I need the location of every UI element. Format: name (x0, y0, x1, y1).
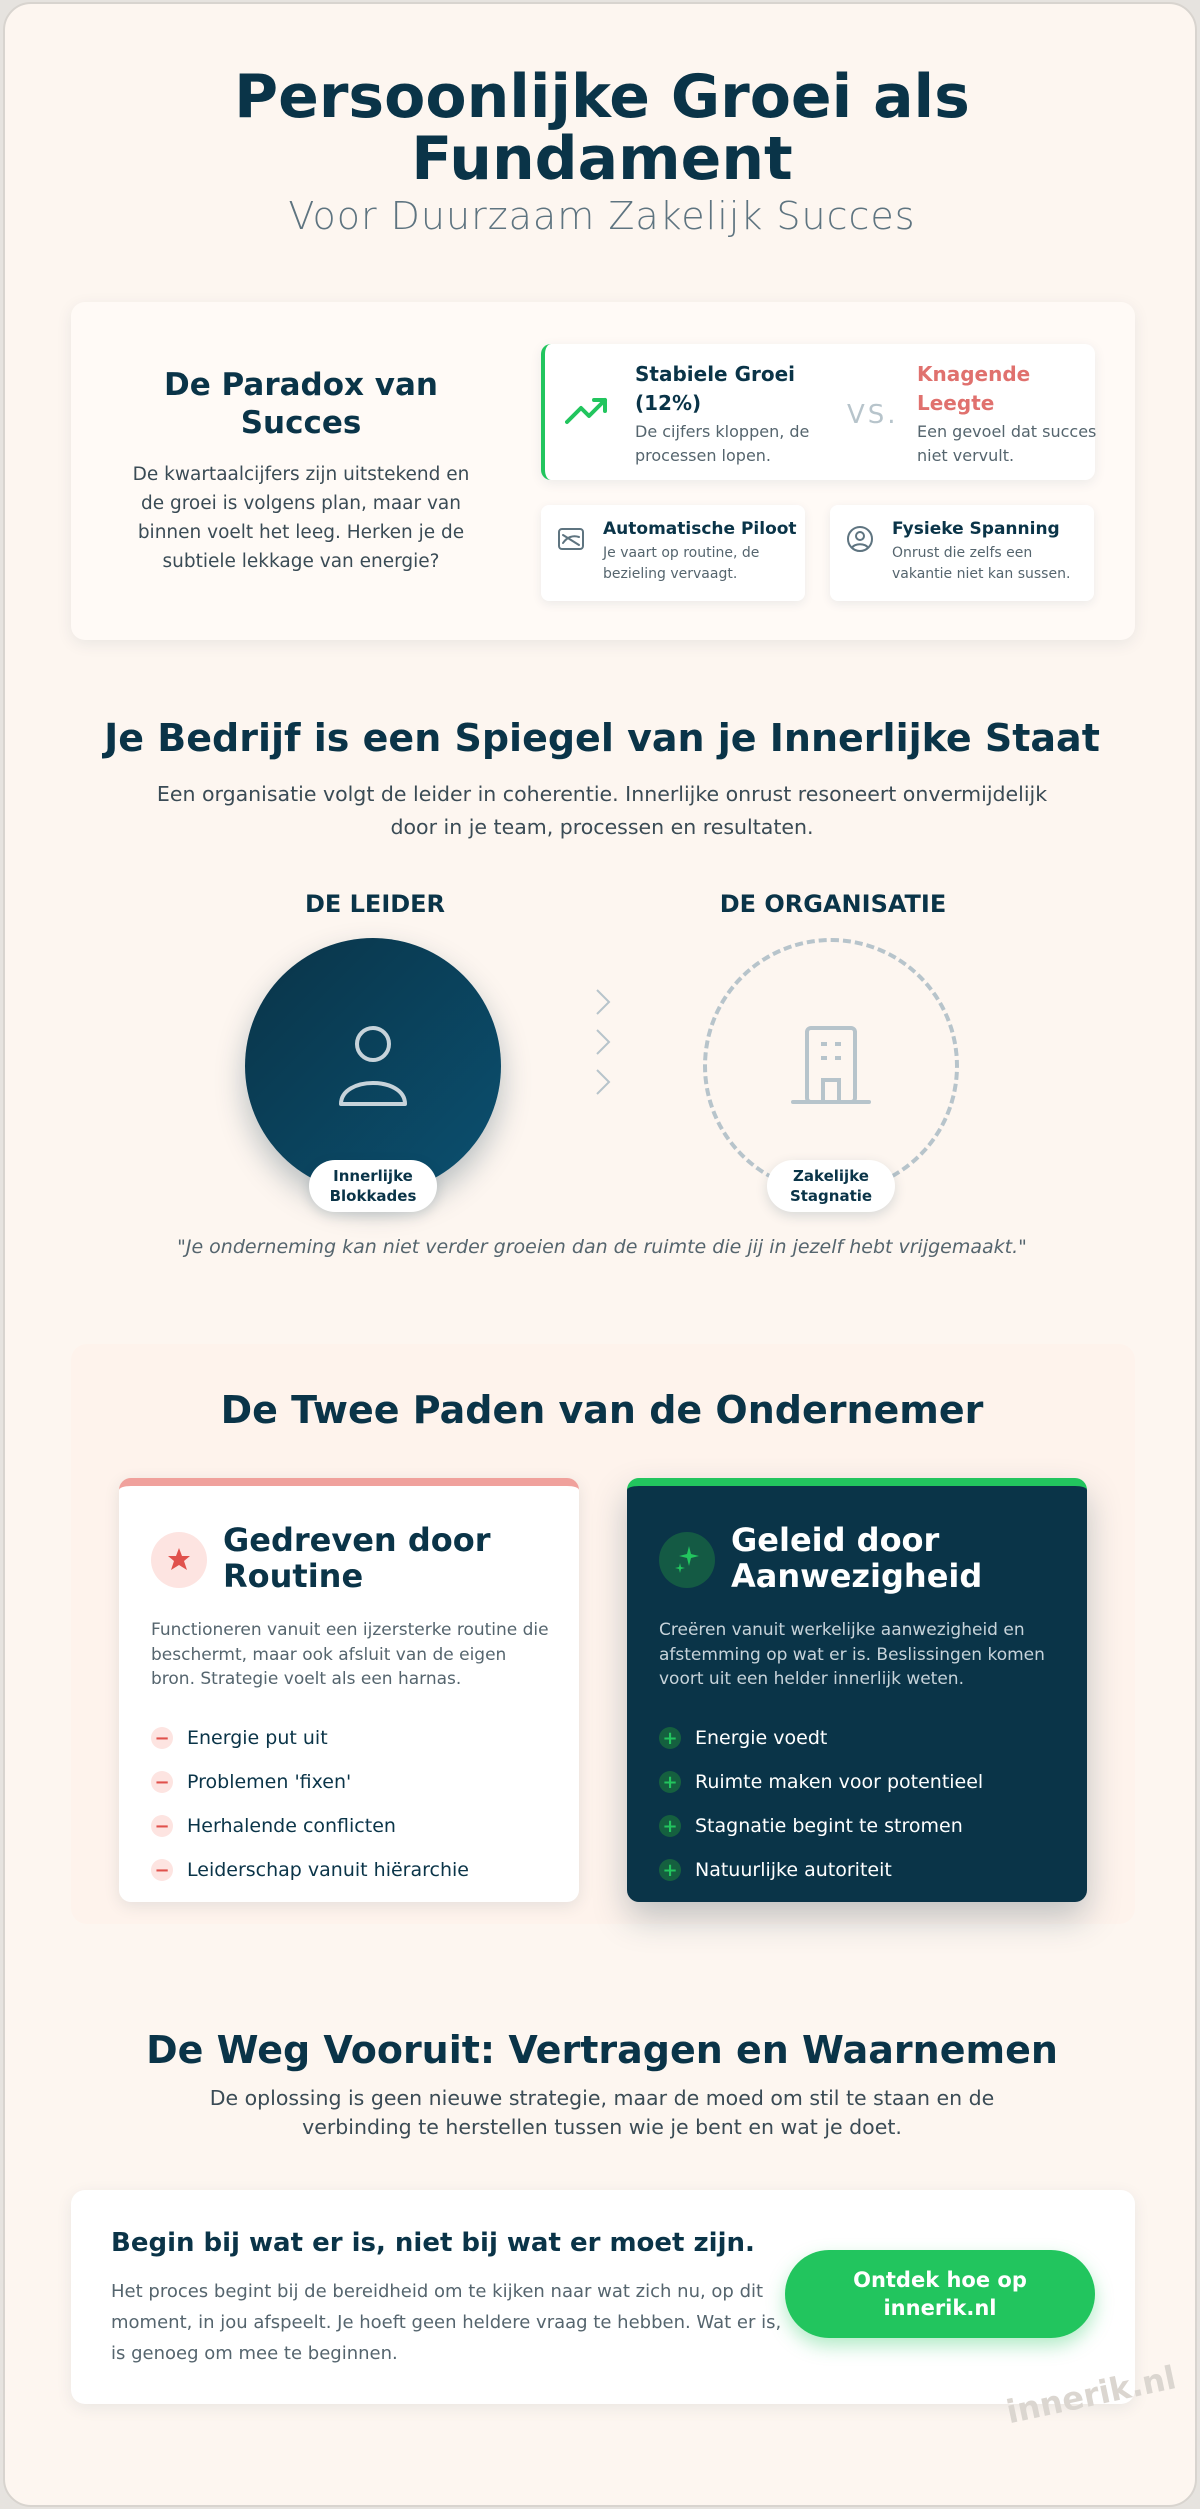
page-title: Persoonlijke Groei als Fundament (234, 62, 970, 194)
discover-button[interactable]: Ontdek hoe op innerik.nl (785, 2250, 1095, 2338)
way-forward-title: De Weg Vooruit: Vertragen en Waarnemen (146, 2028, 1058, 2072)
list-item: − Leiderschap vanuit hiërarchie (151, 1848, 551, 1892)
user-icon (335, 1022, 411, 1108)
mirror-text: Een organisatie volgt de leider in coherentie. Innerlijke onrust resoneert onvermijdelijk door in je team, processen en resultaten. (156, 782, 1048, 839)
inner-blockades-pill: Innerlijke Blokkades (309, 1160, 437, 1212)
gnawing-emptiness-text: Een gevoel dat succes niet vervult. (917, 422, 1097, 465)
presence-icon-badge (659, 1532, 715, 1588)
gnawing-emptiness-title: Knagende Leegte (917, 362, 1031, 415)
minus-icon: − (151, 1727, 173, 1749)
comparison-card (541, 344, 1095, 480)
presence-path-title: Geleid door Aanwezigheid (731, 1521, 983, 1595)
list-item: + Natuurlijke autoriteit (659, 1848, 1059, 1892)
list-item: − Energie put uit (151, 1716, 551, 1760)
leader-label: DE LEIDER (304, 890, 446, 918)
list-item: + Energie voedt (659, 1716, 1059, 1760)
plus-icon: + (659, 1859, 681, 1881)
stable-growth-text: De cijfers kloppen, de processen lopen. (635, 422, 810, 465)
routine-path-title: Gedreven door Routine (223, 1521, 491, 1595)
way-forward-text: De oplossing is geen nieuwe strategie, maar de moed om stil te staan en de verbinding te herstellen tussen wie je bent en wat je doet. (209, 2086, 995, 2139)
paradox-title: De Paradox van Succes (163, 367, 439, 441)
presence-path-list (659, 1716, 1059, 1892)
autopilot-icon (555, 523, 587, 555)
plus-icon: + (659, 1771, 681, 1793)
autopilot-card (541, 505, 805, 601)
autopilot-text: Je vaart op routine, de bezieling vervaagt. (603, 545, 760, 582)
business-stagnation-pill: Zakelijke Stagnatie (767, 1160, 895, 1212)
routine-icon (151, 1532, 207, 1588)
paradox-text: De kwartaalcijfers zijn uitstekend en de groei is volgens plan, maar van binnen voelt het leeg. Herken je de subtiele lekkage van energie? (132, 464, 470, 572)
list-item: − Problemen 'fixen' (151, 1760, 551, 1804)
cta-text: Het proces begint bij de bereidheid om te kijken naar wat zich nu, op dit moment, in jou afspeelt. Je hoeft geen heldere vraag te hebben. Wat er is, is genoeg om mee te beginnen. (111, 2281, 782, 2364)
organisation-label: DE ORGANISATIE (719, 890, 947, 918)
minus-icon: − (151, 1859, 173, 1881)
list-item: − Herhalende conflicten (151, 1804, 551, 1848)
page-frame (3, 2, 1197, 2507)
mirror-title: Je Bedrijf is een Spiegel van je Innerlijke Staat (104, 716, 1100, 760)
routine-path-list (151, 1716, 551, 1892)
page-subtitle: Voor Duurzaam Zakelijk Succes (288, 194, 916, 238)
paradox-card (71, 302, 1135, 640)
list-item: + Ruimte maken voor potentieel (659, 1760, 1059, 1804)
autopilot-title: Automatische Piloot (603, 519, 797, 539)
sparkle-icon (659, 1532, 715, 1588)
minus-icon: − (151, 1771, 173, 1793)
trending-up-icon (565, 394, 609, 428)
list-item: + Stagnatie begint te stromen (659, 1804, 1059, 1848)
physical-tension-card (830, 505, 1094, 601)
watermark: innerik.nl (1003, 2358, 1180, 2432)
chevron-arrows-icon (589, 984, 619, 1104)
routine-icon-badge (151, 1532, 207, 1588)
plus-icon: + (659, 1815, 681, 1837)
cta-card (71, 2190, 1135, 2404)
paths-title: De Twee Paden van de Ondernemer (220, 1388, 984, 1432)
building-icon (791, 1024, 871, 1108)
quote-text: "Je onderneming kan niet verder groeien dan de ruimte die jij in jezelf hebt vrijgemaakt." (177, 1236, 1027, 1258)
presence-path-card (627, 1478, 1087, 1902)
plus-icon: + (659, 1727, 681, 1749)
minus-icon: − (151, 1815, 173, 1837)
routine-path-card (119, 1478, 579, 1902)
cta-title: Begin bij wat er is, niet bij wat er moet zijn. (111, 2228, 755, 2258)
stable-growth-title: Stabiele Groei (12%) (635, 362, 796, 415)
routine-path-text: Functioneren vanuit een ijzersterke routine die beschermt, maar ook afsluit van de eigen bron. Strategie voelt als een harnas. (151, 1620, 549, 1689)
physical-tension-text: Onrust die zelfs een vakantie niet kan sussen. (892, 545, 1071, 582)
person-tension-icon (844, 523, 876, 555)
presence-path-text: Creëren vanuit werkelijke aanwezigheid en afstemming op wat er is. Beslissingen komen voort uit een helder innerlijk weten. (659, 1620, 1045, 1689)
physical-tension-title: Fysieke Spanning (892, 519, 1060, 539)
versus-label: VS. (847, 400, 899, 430)
